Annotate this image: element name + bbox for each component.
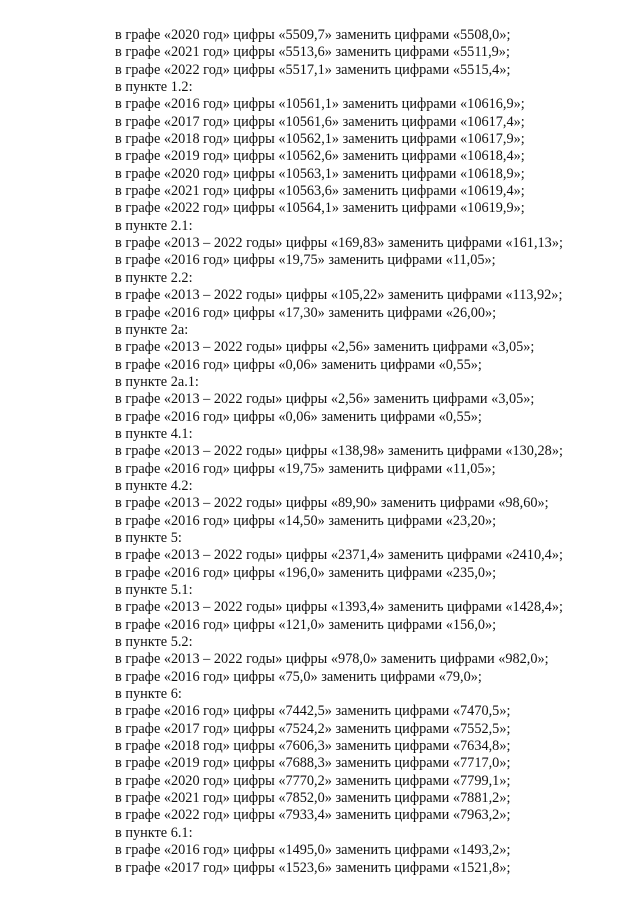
amendment-line: в графе «2017 год» цифры «1523,6» заменить цифрами «1521,8»;: [115, 859, 511, 876]
amendment-line: в графе «2019 год» цифры «7688,3» заменить цифрами «7717,0»;: [115, 755, 511, 772]
amendment-line: в графе «2016 год» цифры «1495,0» заменить цифрами «1493,2»;: [115, 842, 511, 859]
amendment-line: в графе «2017 год» цифры «7524,2» заменить цифрами «7552,5»;: [115, 720, 511, 737]
amendment-line: в графе «2021 год» цифры «7852,0» заменить цифрами «7881,2»;: [115, 790, 511, 807]
amendment-line: в графе «2013 – 2022 годы» цифры «138,98» заменить цифрами «130,28»;: [115, 443, 563, 460]
section-heading-line: в пункте 1.2:: [115, 79, 193, 96]
section-heading-line: в пункте 2а:: [115, 321, 189, 338]
amendment-line: в графе «2013 – 2022 годы» цифры «169,83» заменить цифрами «161,13»;: [115, 235, 563, 252]
section-heading-line: в пункте 2а.1:: [115, 373, 199, 390]
section-heading-line: в пункте 6.1:: [115, 824, 193, 841]
section-heading-line: в пункте 5:: [115, 529, 182, 546]
amendment-line: в графе «2020 год» цифры «10563,1» заменить цифрами «10618,9»;: [115, 165, 525, 182]
amendment-line: в графе «2016 год» цифры «75,0» заменить цифрами «79,0»;: [115, 668, 482, 685]
section-heading-line: в пункте 4.1:: [115, 425, 193, 442]
section-heading-line: в пункте 5.1:: [115, 582, 193, 598]
amendment-line: в графе «2022 год» цифры «7933,4» заменить цифрами «7963,2»;: [115, 807, 511, 824]
amendment-line: в графе «2013 – 2022 годы» цифры «2371,4» заменить цифрами «2410,4»;: [115, 547, 563, 564]
amendment-line: в графе «2018 год» цифры «10562,1» заменить цифрами «10617,9»;: [115, 131, 525, 148]
amendment-line: в графе «2021 год» цифры «5513,6» заменить цифрами «5511,9»;: [115, 44, 510, 61]
amendment-line: в графе «2021 год» цифры «10563,6» заменить цифрами «10619,4»;: [115, 183, 525, 200]
section-heading-line: в пункте 4.2:: [115, 477, 193, 494]
amendment-line: в графе «2016 год» цифры «17,30» заменить цифрами «26,00»;: [115, 304, 497, 321]
amendment-line: в графе «2022 год» цифры «10564,1» заменить цифрами «10619,9»;: [115, 200, 525, 217]
amendment-line: в графе «2013 – 2022 годы» цифры «89,90» заменить цифрами «98,60»;: [115, 495, 549, 512]
amendment-line: в графе «2016 год» цифры «19,75» заменить цифрами «11,05»;: [115, 252, 496, 269]
section-heading-line: в пункте 2.2:: [115, 269, 193, 286]
amendment-line: в графе «2013 – 2022 годы» цифры «105,22» заменить цифрами «113,92»;: [115, 287, 563, 304]
amendment-line: в графе «2016 год» цифры «10561,1» заменить цифрами «10616,9»;: [115, 96, 525, 113]
amendment-line: в графе «2019 год» цифры «10562,6» заменить цифрами «10618,4»;: [115, 148, 525, 165]
amendment-line: в графе «2016 год» цифры «121,0» заменить цифрами «156,0»;: [115, 616, 497, 633]
section-heading-line: в пункте 6:: [115, 686, 182, 703]
section-heading-line: в пункте 2.1:: [115, 217, 193, 234]
amendment-line: в графе «2013 – 2022 годы» цифры «978,0» заменить цифрами «982,0»;: [115, 651, 549, 668]
amendment-line: в графе «2022 год» цифры «5517,1» заменить цифрами «5515,4»;: [115, 61, 511, 78]
amendment-line: в графе «2013 – 2022 годы» цифры «1393,4» заменить цифрами «1428,4»;: [115, 599, 563, 616]
amendment-line: в графе «2016 год» цифры «7442,5» заменить цифрами «7470,5»;: [115, 703, 511, 720]
amendment-line: в графе «2013 – 2022 годы» цифры «2,56» заменить цифрами «3,05»;: [115, 391, 535, 408]
amendment-line: в графе «2016 год» цифры «0,06» заменить цифрами «0,55»;: [115, 356, 482, 373]
amendment-line: в графе «2016 год» цифры «14,50» заменить цифрами «23,20»;: [115, 512, 497, 529]
amendment-line: в графе «2017 год» цифры «10561,6» заменить цифрами «10617,4»;: [115, 113, 525, 130]
amendment-line: в графе «2016 год» цифры «196,0» заменить цифрами «235,0»;: [115, 564, 497, 581]
section-heading-line: в пункте 5.2:: [115, 634, 193, 651]
amendment-line: в графе «2020 год» цифры «5509,7» заменить цифрами «5508,0»;: [115, 27, 511, 43]
amendment-line: в графе «2016 год» цифры «19,75» заменить цифрами «11,05»;: [115, 460, 496, 477]
amendment-list: [115, 27, 625, 877]
amendment-line: в графе «2013 – 2022 годы» цифры «2,56» заменить цифрами «3,05»;: [115, 339, 535, 356]
amendment-line: в графе «2020 год» цифры «7770,2» заменить цифрами «7799,1»;: [115, 772, 511, 789]
amendment-line: в графе «2016 год» цифры «0,06» заменить цифрами «0,55»;: [115, 408, 482, 425]
amendment-line: в графе «2018 год» цифры «7606,3» заменить цифрами «7634,8»;: [115, 738, 511, 755]
